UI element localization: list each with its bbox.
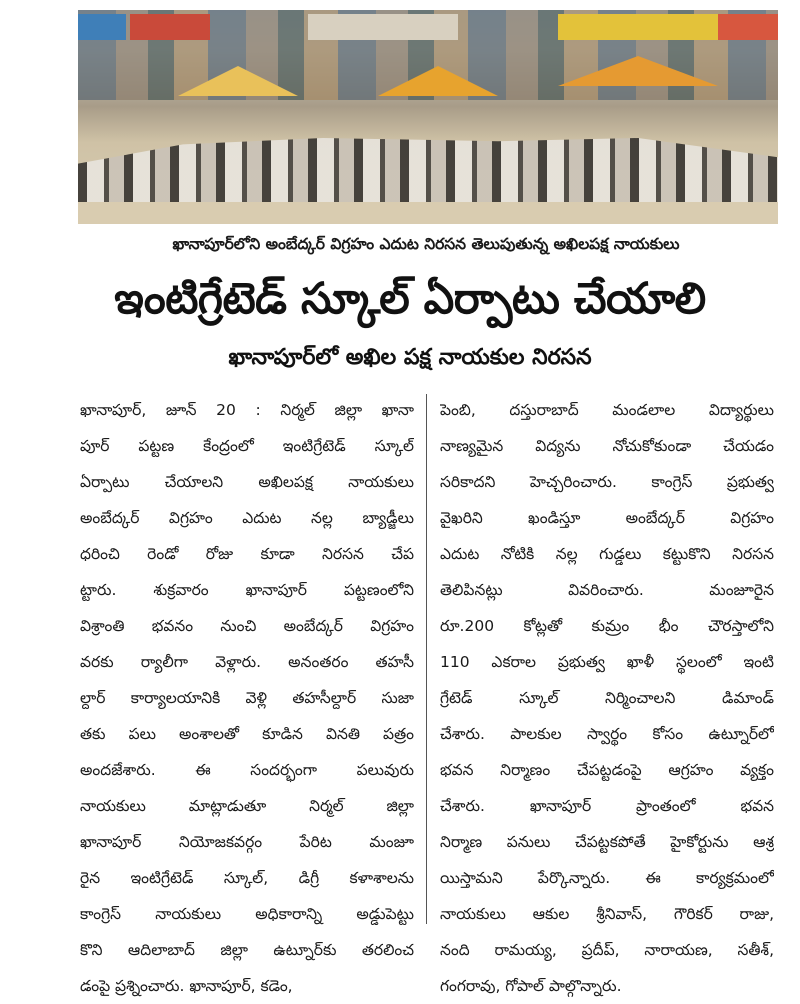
text-line: నాయకులు మాట్లాడుతూ నిర్మల్ జిల్లా xyxy=(80,797,414,815)
seated-protesters xyxy=(78,138,778,202)
tent-canopy xyxy=(178,66,298,96)
text-line: రూ.200 కోట్లతో కుమ్రం భీం చౌరస్తాలోని xyxy=(440,617,774,635)
text-line: పూర్ పట్టణ కేంద్రంలో ఇంటిగ్రేటెడ్ స్కూల్ xyxy=(80,437,414,455)
text-line: గంగరావు, గోపాల్ పాల్గొన్నారు. xyxy=(440,977,622,995)
shop-sign xyxy=(78,14,126,40)
shop-sign xyxy=(558,14,718,40)
text-line: తెలిపినట్లు వివరించారు. మంజూరైన xyxy=(440,581,774,599)
text-line: వైఖరిని ఖండిస్తూ అంబేద్కర్ విగ్రహం xyxy=(440,509,774,527)
text-line: తకు పలు అంశాలతో కూడిన వినతి పత్రం xyxy=(80,725,414,743)
text-line: విశ్రాంతి భవనం నుంచి అంబేద్కర్ విగ్రహం xyxy=(80,617,414,635)
text-line: ఎదుట నోటికి నల్ల గుడ్డలు కట్టుకొని నిరసన xyxy=(440,545,774,563)
text-line: నిర్మాణ పనులు చేపట్టకపోతే హైకోర్టును ఆశ్ర xyxy=(440,833,774,851)
text-line: ఏర్పాటు చేయాలని అఖిలపక్ష నాయకులు xyxy=(80,473,414,491)
text-line: ఖానాపూర్ నియోజకవర్గం పేరిట మంజూ xyxy=(80,833,414,851)
tent-canopy xyxy=(558,56,718,86)
article-column-right xyxy=(440,392,774,1004)
shop-sign xyxy=(308,14,458,40)
text-line: నంది రామయ్య, ప్రదీప్, నారాయణ, సతీశ్, xyxy=(440,941,774,959)
text-line: అంబేద్కర్ విగ్రహం ఎదుట నల్ల బ్యాడ్జీలు xyxy=(80,509,414,527)
text-line: కొని ఆదిలాబాద్ జిల్లా ఉట్నూర్‌కు తరలించ xyxy=(80,941,414,959)
headline: ఇంటిగ్రేటెడ్ స్కూల్ ఏర్పాటు చేయాలి xyxy=(114,274,706,324)
text-line: ల్దార్ కార్యాలయానికి వెళ్లి తహసీల్దార్ సుజా xyxy=(80,689,414,707)
text-line: యిస్తామని పేర్కొన్నారు. ఈ కార్యక్రమంలో xyxy=(440,869,774,887)
text-line: నాణ్యమైన విద్యను నోచుకోకుండా చేయడం xyxy=(440,437,774,455)
text-line: సరికాదని హెచ్చరించారు. కాంగ్రెస్ ప్రభుత్వ xyxy=(440,473,774,491)
article-column-left xyxy=(80,392,414,1004)
text-line: భవన నిర్మాణం చేపట్టడంపై ఆగ్రహం వ్యక్తం xyxy=(440,761,774,779)
tent-canopy xyxy=(378,66,498,96)
text-line: ట్టారు. శుక్రవారం ఖానాపూర్ పట్టణంలోని xyxy=(80,581,414,599)
text-line: గ్రేటెడ్ స్కూల్ నిర్మించాలని డిమాండ్ xyxy=(440,689,774,707)
shop-sign xyxy=(718,14,778,40)
text-line: ఖానాపూర్, జూన్ 20 : నిర్మల్ జిల్లా ఖానా xyxy=(80,401,414,419)
text-line: డంపై ప్రశ్నించారు. ఖానాపూర్, కడెం, xyxy=(80,977,293,995)
text-line: చేశారు. పాలకుల స్వార్థం కోసం ఉట్నూర్‌లో xyxy=(440,725,774,743)
shop-sign xyxy=(130,14,210,40)
text-line: రైన ఇంటిగ్రేటెడ్ స్కూల్, డిగ్రీ కళాశాలను xyxy=(80,869,414,887)
text-line: చేశారు. ఖానాపూర్ ప్రాంతంలో భవన xyxy=(440,797,774,815)
text-line: పెంబి, దస్తురాబాద్ మండలాల విద్యార్థులు xyxy=(440,401,774,419)
protest-photo xyxy=(78,10,778,224)
photo-caption: ఖానాపూర్‌లోని అంబేద్కర్ విగ్రహం ఎదుట నిరసన తెలుపుతున్న అఖిలపక్ష నాయకులు xyxy=(172,235,680,253)
text-line: ధరించి రెండో రోజు కూడా నిరసన చేప xyxy=(80,545,414,563)
column-divider xyxy=(426,394,427,924)
text-line: అందజేశారు. ఈ సందర్భంగా పలువురు xyxy=(80,761,414,779)
text-line: కాంగ్రెస్ నాయకులు అధికారాన్ని అడ్డుపెట్టు xyxy=(80,905,414,923)
text-line: నాయకులు ఆకుల శ్రీనివాస్, గౌరికర్ రాజు, xyxy=(440,905,774,923)
subheadline: ఖానాపూర్‌లో అఖిల పక్ష నాయకుల నిరసన xyxy=(228,345,592,370)
text-line: వరకు ర్యాలీగా వెళ్లారు. అనంతరం తహసీ xyxy=(80,653,414,671)
text-line: 110 ఎకరాల ప్రభుత్వ ఖాళీ స్థలంలో ఇంటి xyxy=(440,653,774,671)
